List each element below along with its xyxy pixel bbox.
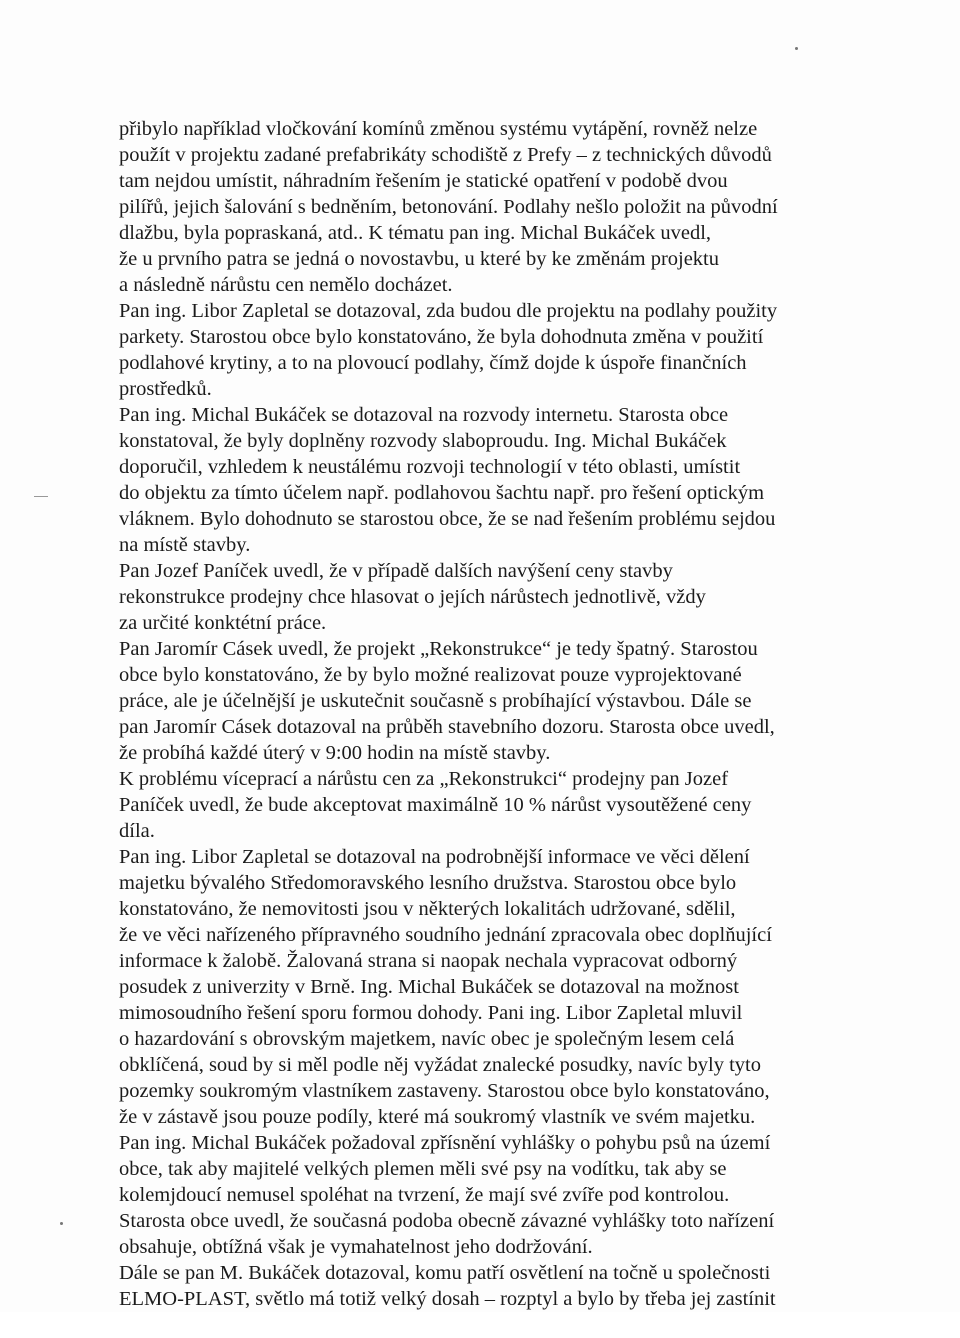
text-line: a následně nárůstu cen nemělo docházet. xyxy=(119,274,453,296)
text-line: Pan ing. Michal Bukáček požadoval zpřísnění vyhlášky o pohybu psů na území xyxy=(119,1132,771,1154)
text-line: majetku bývalého Středomoravského lesního družstva. Starostou obce bylo xyxy=(119,872,737,894)
text-line: na místě stavby. xyxy=(119,534,251,556)
document-body xyxy=(119,116,859,1338)
text-line: kolemjdoucí nemusel spoléhat na tvrzení, že mají své zvíře pod kontrolou. xyxy=(119,1184,730,1206)
text-line: mimosoudního řešení sporu formou dohody. Pani ing. Libor Zapletal mluvil xyxy=(119,1002,743,1024)
text-line: obsahuje, obtížná však je vymahatelnost jeho dodržování. xyxy=(119,1236,593,1258)
text-line: vláknem. Bylo dohodnuto se starostou obce, že se nad řešením problému sejdou xyxy=(119,508,776,530)
text-line: že v zástavě jsou pouze podíly, které má soukromý vlastník ve svém majetku. xyxy=(119,1106,756,1128)
scan-speck xyxy=(795,47,798,50)
text-line: obce bylo konstatováno, že by bylo možné realizovat pouze vyprojektované xyxy=(119,664,742,686)
text-line: pozemky soukromým vlastníkem zastaveny. Starostou obce bylo konstatováno, xyxy=(119,1080,770,1102)
text-line: pan Jaromír Cásek dotazoval na průběh stavebního dozoru. Starosta obce uvedl, xyxy=(119,716,775,738)
text-line: Pan ing. Libor Zapletal se dotazoval na podrobnější informace ve věci dělení xyxy=(119,846,750,868)
text-line: ELMO-PLAST, světlo má totiž velký dosah – rozptyl a bylo by třeba jej zastínit xyxy=(119,1288,776,1310)
text-line: použít v projektu zadané prefabrikáty schodiště z Prefy – z technických důvodů xyxy=(119,144,772,166)
text-line: informace k žalobě. Žalovaná strana si naopak nechala vypracovat odborný xyxy=(119,950,738,972)
text-line: Starosta obce uvedl, že současná podoba obecně závazné vyhlášky toto nařízení xyxy=(119,1210,775,1232)
text-line: Dále se pan M. Bukáček dotazoval, komu patří osvětlení na točně u společnosti xyxy=(119,1262,771,1284)
text-line: Pan ing. Libor Zapletal se dotazoval, zda budou dle projektu na podlahy použity xyxy=(119,300,778,322)
text-line: podlahové krytiny, a to na plovoucí podlahy, čímž dojde k úspoře finančních xyxy=(119,352,747,374)
text-line: do objektu za tímto účelem např. podlahovou šachtu např. pro řešení optickým xyxy=(119,482,765,504)
text-line: obklíčená, soud by si měl podle něj vyžádat znalecké posudky, navíc byly tyto xyxy=(119,1054,761,1076)
text-line: Pan ing. Michal Bukáček se dotazoval na rozvody internetu. Starosta obce xyxy=(119,404,729,426)
text-line: posudek z univerzity v Brně. Ing. Michal Bukáček se dotazoval na možnost xyxy=(119,976,739,998)
text-line: K problému víceprací a nárůstu cen za „Rekonstrukci“ prodejny pan Jozef xyxy=(119,768,729,790)
text-line: práce, ale je účelnější je uskutečnit současně s probíhající výstavbou. Dále se xyxy=(119,690,752,712)
text-line: prostředků. xyxy=(119,378,212,400)
text-line: konstatoval, že byly doplněny rozvody slaboproudu. Ing. Michal Bukáček xyxy=(119,430,727,452)
scan-speck xyxy=(60,1222,63,1225)
text-line: o hazardování s obrovským majetkem, navíc obec je společným lesem celá xyxy=(119,1028,735,1050)
text-line: dlažbu, byla popraskaná, atd.. K tématu pan ing. Michal Bukáček uvedl, xyxy=(119,222,712,244)
text-line: že u prvního patra se jedná o novostavbu, u které by ke změnám projektu xyxy=(119,248,720,270)
text-line: konstatováno, že nemovitosti jsou v některých lokalitách udržované, sdělil, xyxy=(119,898,736,920)
text-line: že probíhá každé úterý v 9:00 hodin na místě stavby. xyxy=(119,742,551,764)
text-line: díla. xyxy=(119,820,155,842)
text-line: Pan Jozef Paníček uvedl, že v případě dalších navýšení ceny stavby xyxy=(119,560,673,582)
text-line: pilířů, jejich šalování s bedněním, betonování. Podlahy nešlo položit na původní xyxy=(119,196,778,218)
scan-margin-mark xyxy=(34,496,48,497)
text-line: Paníček uvedl, že bude akceptovat maximálně 10 % nárůst vysoutěžené ceny xyxy=(119,794,752,816)
text-line: za určité konktétní práce. xyxy=(119,612,327,634)
text-line: přibylo například vločkování komínů změnou systému vytápění, rovněž nelze xyxy=(119,118,758,140)
text-line: že ve věci nařízeného přípravného soudního jednání zpracovala obec doplňující xyxy=(119,924,772,946)
text-line: parkety. Starostou obce bylo konstatováno, že byla dohodnuta změna v použití xyxy=(119,326,764,348)
text-line: Pan Jaromír Cásek uvedl, že projekt „Rekonstrukce“ je tedy špatný. Starostou xyxy=(119,638,758,660)
text-line: doporučil, vzhledem k neustálému rozvoji technologií v této oblasti, umístit xyxy=(119,456,741,478)
text-line xyxy=(119,1312,859,1338)
text-line: obce, tak aby majitelé velkých plemen měli své psy na vodítku, tak aby se xyxy=(119,1158,727,1180)
text-line: tam nejdou umístit, náhradním řešením je statické opatření v podobě dvou xyxy=(119,170,728,192)
text-line: rekonstrukce prodejny chce hlasovat o jejích nárůstech jednotlivě, vždy xyxy=(119,586,706,608)
